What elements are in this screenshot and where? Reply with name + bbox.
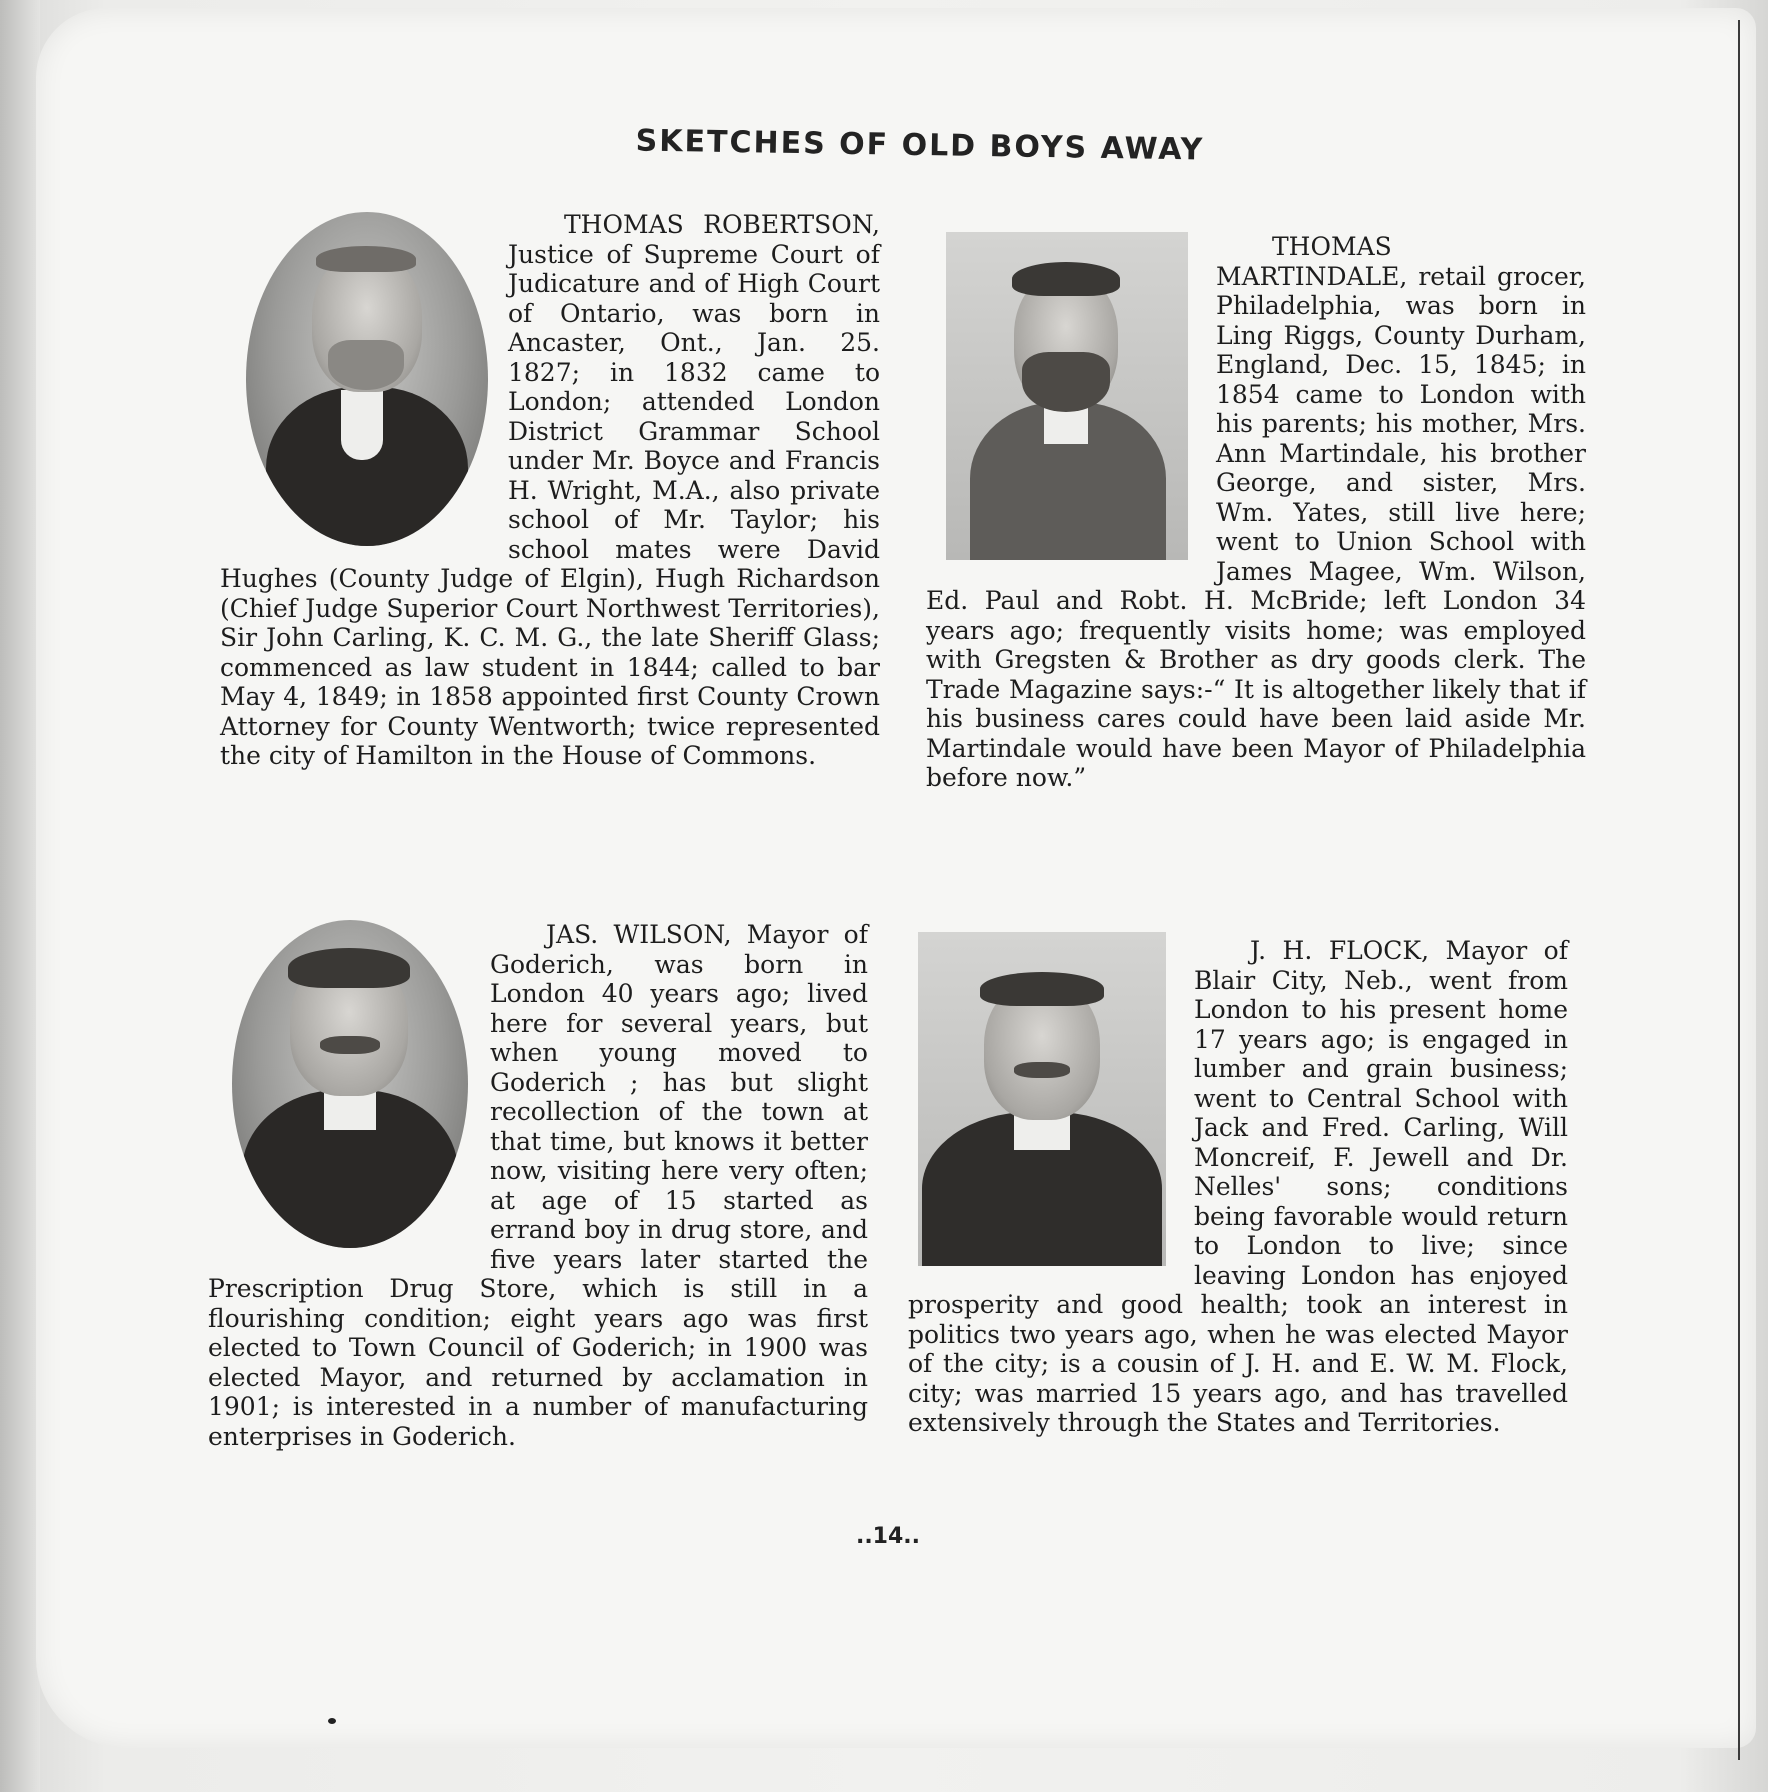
ink-speck — [328, 1718, 336, 1724]
page-number: ..14.. — [855, 1524, 921, 1549]
page-title: SKETCHES OF OLD BOYS AWAY — [635, 123, 1205, 168]
article-j-h-flock — [908, 936, 1568, 1438]
article-thomas-martindale — [926, 232, 1586, 793]
article-text: JAS. WILSON, Mayor of Goderich, was born in London 40 years ago; lived here for several years, but when young moved to Goderich ; has but slight recollection of the town at that time, but knows it better now, visiting here very often; at age of 15 started as errand boy in drug store, and five years later started the Prescription Drug Store, which is still in a flourishing condition; eight years ago was first elected to Town Council of Goderich; in 1900 was elected Mayor, and returned by acclamation in 1901; is interested in a number of manufacturing enterprises in Goderich. — [208, 920, 868, 1451]
page-edge-line — [1738, 20, 1740, 1760]
article-text: J. H. FLOCK, Mayor of Blair City, Neb., went from London to his present home 17 years ago; is engaged in lumber and grain business; went to Central School with Jack and Fred. Carling, Will Moncreif, F. Jewell and Dr. Nelles' sons; conditions being favorable would return to London to live; since leaving London has enjoyed prosperity and good health; took an interest in politics two years ago, when he was elected Mayor of the city; is a cousin of J. H. and E. W. M. Flock, city; was married 15 years ago, and has travelled extensively through the States and Territories. — [908, 936, 1568, 1437]
article-text: THOMAS MARTINDALE, retail grocer, Philadelphia, was born in Ling Riggs, County Durham, England, Dec. 15, 1845; in 1854 came to London with his parents; his mother, Mrs. Ann Martindale, his brother George, and sister, Mrs. Wm. Yates, still live here; went to Union School with James Magee, Wm. Wilson, Ed. Paul and Robt. H. McBride; left London 34 years ago; frequently visits home; was employed with Gregsten & Brother as dry goods clerk. The Trade Magazine says:-“ It is altogether likely that if his business cares could have been laid aside Mr. Martindale would have been Mayor of Philadelphia before now.” — [926, 232, 1586, 792]
book-binding — [0, 0, 40, 1792]
article-thomas-robertson — [220, 210, 880, 771]
article-jas-wilson — [208, 920, 868, 1451]
article-text: THOMAS ROBERTSON, Justice of Supreme Court of Judicature and of High Court of Ontario, was born in Ancaster, Ont., Jan. 25. 1827; in 1832 came to London; attended London District Grammar School under Mr. Boyce and Francis H. Wright, M.A., also private school of Mr. Taylor; his school mates were David Hughes (County Judge of Elgin), Hugh Richardson (Chief Judge Superior Court Northwest Territories), Sir John Carling, K. C. M. G., the late Sheriff Glass; commenced as law student in 1844; called to bar May 4, 1849; in 1858 appointed first County Crown Attorney for County Wentworth; twice represented the city of Hamilton in the House of Commons. — [220, 210, 880, 770]
